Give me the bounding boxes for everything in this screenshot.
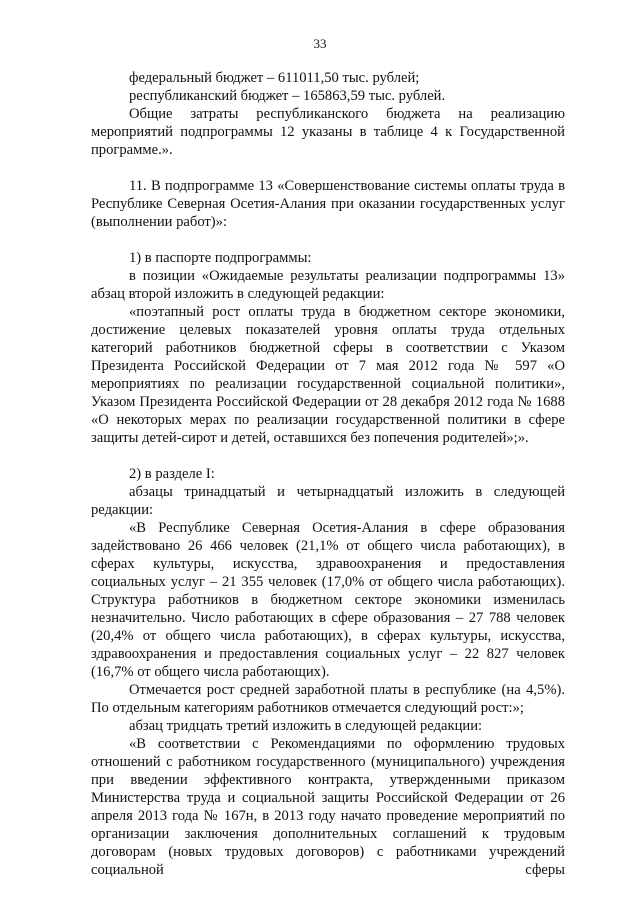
paragraph-republic-budget: республиканский бюджет – 165863,59 тыс. рублей. (129, 88, 446, 104)
paragraph-gap (91, 231, 565, 249)
document-body (91, 69, 565, 879)
page-number: 33 (313, 36, 327, 51)
paragraph-quote-recommendations: «В соответствии с Рекомендациями по оформлению трудовых отношений с работником государственного (муниципального) учреждения при введении эффективного контракта, утвержденными приказом Министерства труда и социальной защиты Российской Федерации от 26 апреля 2013 года № 167н, в 2013 году начато проведение мероприятий по организации заключения дополнительных соглашений к трудовым договорам (новых трудовых договоров) с работниками учреждений социальной сферы (91, 736, 565, 878)
paragraph-gap (91, 447, 565, 465)
paragraph-section-1: 2) в разделе I: (129, 466, 215, 482)
paragraph-total-costs: Общие затраты республиканского бюджета на реализацию мероприятий подпрограммы 12 указаны в таблице 4 к Государственной программе.». (91, 106, 565, 158)
paragraph-quote-salary-growth: «поэтапный рост оплаты труда в бюджетном секторе экономики, достижение целевых показателей уровня оплаты труда отдельных категорий работников бюджетной сферы в соответствии с Указом Президента Российской Федерации от 7 мая 2012 года № 597 «О мероприятиях по реализации государственной социальной политики», Указом Президента Российской Федерации от 28 декабря 2012 года № 1688 «О некоторых мерах по реализации государственной политики в сфере защиты детей-сирот и детей, оставшихся без попечения родителей»;». (91, 304, 565, 446)
paragraph-expected-results: в позиции «Ожидаемые результаты реализации подпрограммы 13» абзац второй изложить в следующей редакции: (91, 268, 565, 302)
paragraph-quote-education: «В Республике Северная Осетия-Алания в сфере образования задействовано 26 466 человек (21,1% от общего числа работающих), в сферах культуры, искусства, здравоохранения и предоставления социальных услуг – 21 355 человек (17,0% от общего числа работающих). Структура работников в бюджетном секторе экономики изменилась незначительно. Число работающих в сфере образования – 27 788 человек (20,4% от общего числа работающих), в сферах культуры, искусства, здравоохранения и предоставления социальных услуг – 22 827 человек (16,7% от общего числа работающих). (91, 520, 565, 680)
paragraph-gap (91, 159, 565, 177)
paragraph-abzac-33: абзац тридцать третий изложить в следующей редакции: (129, 718, 483, 734)
paragraph-abzacy-13-14: абзацы тринадцатый и четырнадцатый изложить в следующей редакции: (91, 484, 565, 518)
paragraph-item-11: 11. В подпрограмме 13 «Совершенствование системы оплаты труда в Республике Северная Осетия-Алания при оказании государственных услуг (выполнении работ)»: (91, 178, 565, 230)
paragraph-average-wage: Отмечается рост средней заработной платы в республике (на 4,5%). По отдельным категориям работников отмечается следующий рост:»; (91, 682, 565, 716)
paragraph-federal-budget: федеральный бюджет – 611011,50 тыс. рублей; (129, 70, 420, 86)
paragraph-passport: 1) в паспорте подпрограммы: (129, 250, 312, 266)
